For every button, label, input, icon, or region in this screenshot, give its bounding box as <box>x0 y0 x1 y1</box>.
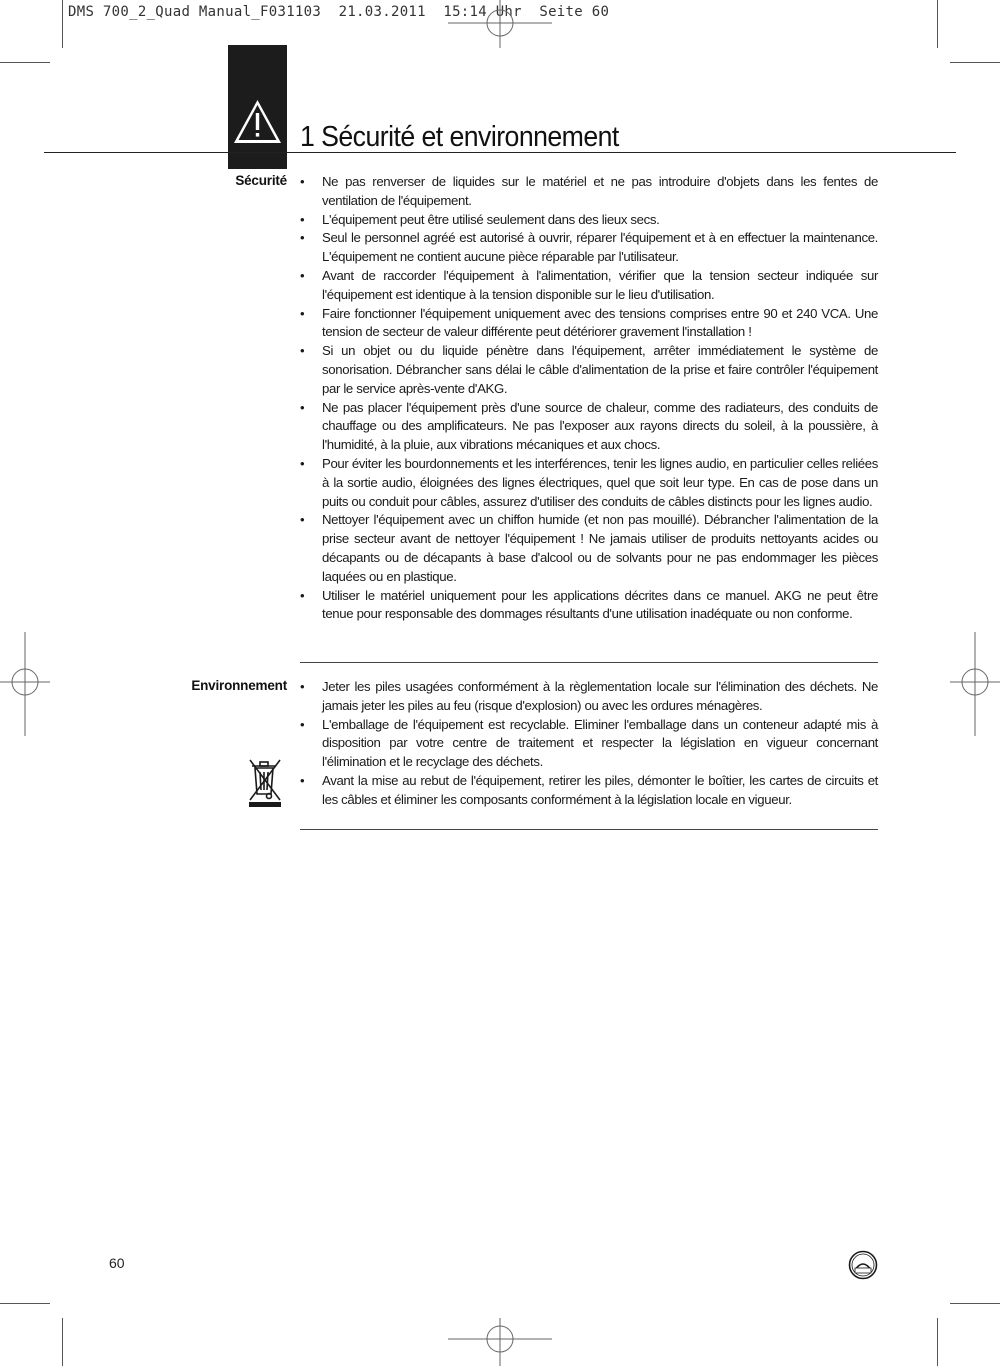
list-item <box>300 455 878 511</box>
bullet: • <box>300 679 305 694</box>
item-text: L'équipement peut être utilisé seulement dans des lieux secs. <box>322 211 660 227</box>
environment-list <box>300 678 878 810</box>
page-title: 1 Sécurité et environnement <box>300 121 619 153</box>
list-item <box>300 678 878 716</box>
section-divider <box>300 829 878 830</box>
section-label-safety: Sécurité <box>235 173 287 188</box>
list-item <box>300 211 878 230</box>
safety-list <box>300 173 878 624</box>
item-text: Ne pas placer l'équipement près d'une source de chaleur, comme des radiateurs, des conduits de chauffage ou des amplificateurs. Ne pas l'exposer aux rayons directs du soleil, à la poussière, à l'humidité, à la pluie, aux vibrations mécaniques et aux chocs. <box>322 399 878 453</box>
item-text: Jeter les piles usagées conformément à la règlementation locale sur l'élimination des déchets. Ne jamais jeter les piles au feu (risque d'explosion) ou avec les ordures ménagères. <box>322 679 878 713</box>
registration-mark-bottom <box>448 1318 552 1366</box>
bullet: • <box>300 772 305 788</box>
bullet: • <box>300 305 305 321</box>
bullet: • <box>300 512 305 528</box>
bullet: • <box>300 267 305 283</box>
akg-logo-icon <box>848 1250 878 1280</box>
item-text: Avant de raccorder l'équipement à l'alimentation, vérifier que la tension secteur indiquée sur l'équipement est identique à la tension disponible sur le lieu d'utilisation. <box>322 267 878 302</box>
warning-triangle-icon <box>232 98 283 146</box>
list-item <box>300 229 878 267</box>
bullet: • <box>300 174 305 189</box>
registration-mark-right <box>950 632 1000 736</box>
list-item <box>300 772 878 810</box>
bullet: • <box>300 716 305 732</box>
item-text: Nettoyer l'équipement avec un chiffon humide (et non pas mouillé). Débrancher l'alimentation de la prise secteur avant de nettoyer l'équipement ! Ne jamais utiliser de produits nettoyants acides ou décapants ou de décapants à base d'alcool ou de solvants pour ne pas endommager les pièces laquées ou en plastique. <box>322 512 878 584</box>
bullet: • <box>300 587 305 603</box>
section-label-environment: Environnement <box>191 678 287 693</box>
item-text: L'emballage de l'équipement est recyclable. Eliminer l'emballage dans un conteneur adapté mis à disposition par votre centre de traitement et respecter la législation en vigueur concernant l'élimination et le recyclage des déchets. <box>322 716 878 770</box>
list-item <box>300 399 878 455</box>
list-item <box>300 173 878 211</box>
item-text: Avant la mise au rebut de l'équipement, retirer les piles, démonter le boîtier, les cartes de circuits et les câbles et éliminer les composants conformément à la législation locale en vigueur. <box>322 772 878 807</box>
registration-mark-left <box>0 632 50 736</box>
item-text: Seul le personnel agréé est autorisé à ouvrir, réparer l'équipement et à en effectuer la maintenance. L'équipement ne contient aucune pièce réparable par l'utilisateur. <box>322 230 878 265</box>
list-item <box>300 267 878 305</box>
bullet: • <box>300 399 305 415</box>
crossed-out-bin-icon <box>247 756 283 810</box>
item-text: Ne pas renverser de liquides sur le matériel et ne pas introduire d'objets dans les fentes de ventilation de l'équipement. <box>322 174 878 208</box>
item-text: Utiliser le matériel uniquement pour les applications décrites dans ce manuel. AKG ne peut être tenue pour responsable des dommages résultants d'une utilisation inadéquate ou non conforme. <box>322 587 878 622</box>
item-text: Pour éviter les bourdonnements et les interférences, tenir les lignes audio, en particulier celles reliées à la sortie audio, éloignées des lignes électriques, quel que soit leur type. En cas de pose dans un puits ou conduit pour câbles, assurez d'utiliser des conduits de câbles distincts pour les lignes audio. <box>322 455 878 509</box>
item-text: Si un objet ou du liquide pénètre dans l'équipement, arrêter immédiatement le système de sonorisation. Débrancher sans délai le câble d'alimentation de la prise et faire contrôler l'équipement par le service après-vente d'AKG. <box>322 343 878 396</box>
bullet: • <box>300 455 305 471</box>
page-number: 60 <box>109 1255 125 1271</box>
registration-mark-top <box>448 0 552 48</box>
bullet: • <box>300 230 305 246</box>
item-text: Faire fonctionner l'équipement uniquement avec des tensions comprises entre 90 et 240 VCA. Une tension de secteur de valeur différente peut détériorer gravement l'installation ! <box>322 305 878 340</box>
print-header: DMS 700_2_Quad Manual_F031103 21.03.2011 15:14 Uhr Seite 60 <box>68 4 610 20</box>
section-divider <box>300 662 878 663</box>
bullet: • <box>300 343 305 359</box>
list-item <box>300 716 878 772</box>
list-item <box>300 305 878 343</box>
list-item <box>300 587 878 625</box>
list-item <box>300 342 878 398</box>
bullet: • <box>300 211 305 227</box>
list-item <box>300 511 878 586</box>
